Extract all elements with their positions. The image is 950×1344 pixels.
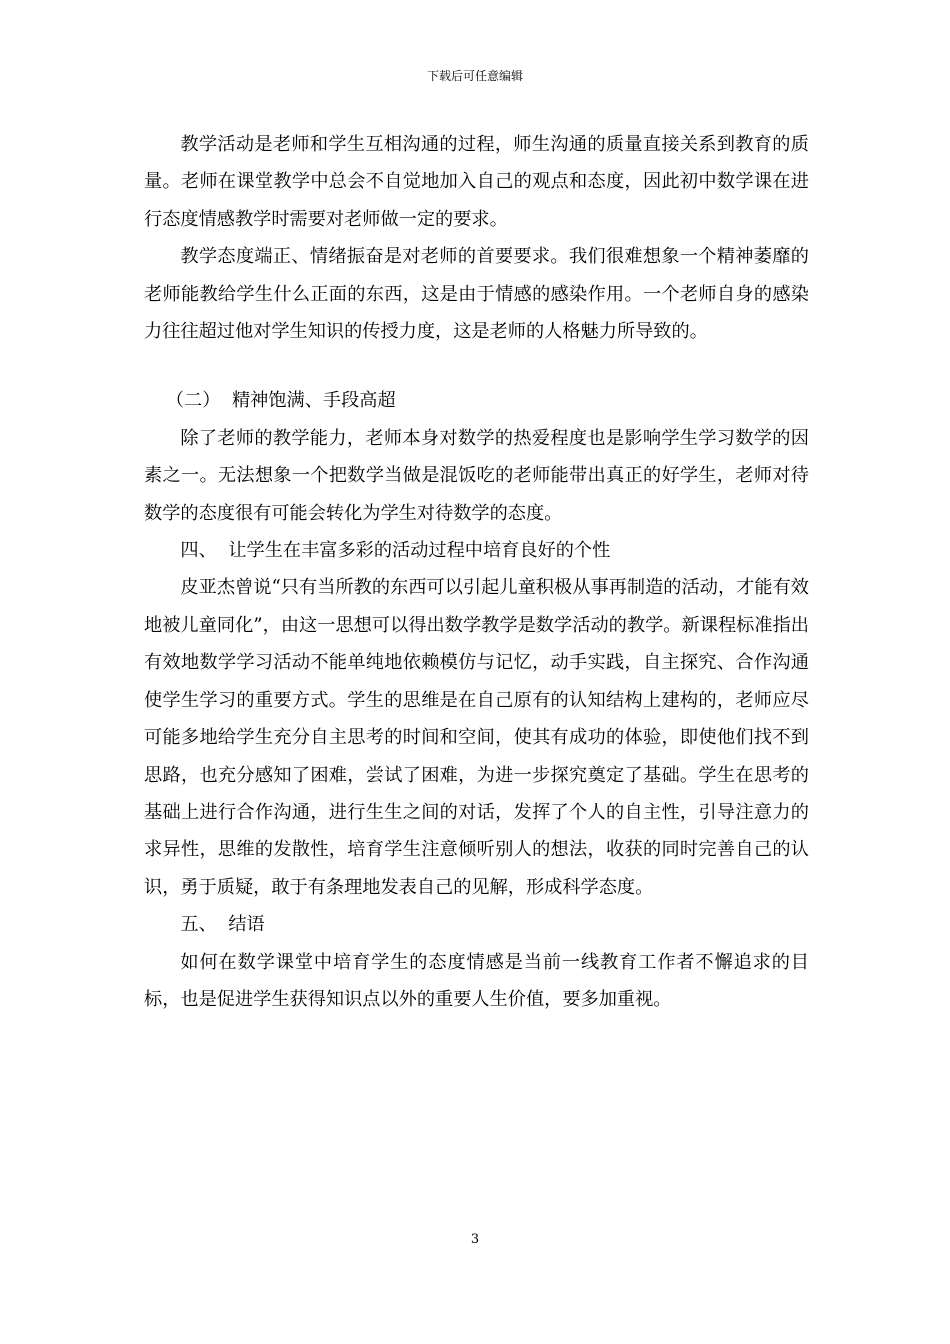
section-4-title: 让学生在丰富多彩的活动过程中培育良好的个性: [228, 540, 611, 562]
section-2-title: 精神饱满、手段高超: [231, 390, 396, 412]
section-5-title: 结语: [228, 914, 265, 936]
paragraph-gap: [144, 350, 809, 382]
paragraph-section-5: 如何在数学课堂中培育学生的态度情感是当前一线教育工作者不懈追求的目标，也是促进学生获得知识点以外的重要人生价值，要多加重视。: [144, 951, 809, 1010]
section-5-number: 五、: [180, 914, 217, 936]
page-number: 3: [470, 1232, 480, 1247]
paragraph-section-2: 除了老师的教学能力，老师本身对数学的热爱程度也是影响学生学习数学的因素之一。无法想象一个把数学当做是混饭吃的老师能带出真正的好学生，老师对待数学的态度很有可能会转化为学生对待数学的态度。: [144, 427, 809, 524]
paragraph-teacher-attitude: 教学态度端正、情绪振奋是对老师的首要要求。我们很难想象一个精神萎靡的老师能教给学生什么正面的东西，这是由于情感的感染作用。一个老师自身的感染力往往超过他对学生知识的传授力度，这是老师的人格魅力所导致的。: [144, 246, 809, 343]
section-2-number: （二）: [165, 390, 221, 412]
page-footer: [0, 1232, 950, 1248]
document-body: [144, 126, 809, 1018]
section-heading-2: [144, 382, 809, 419]
header-text: 下载后可任意编辑: [426, 69, 523, 83]
paragraph-teaching-communication: 教学活动是老师和学生互相沟通的过程，师生沟通的质量直接关系到教育的质量。老师在课堂教学中总会不自觉地加入自己的观点和态度，因此初中数学课在进行态度情感教学时需要对老师做一定的要求。: [144, 134, 809, 230]
section-4-number: 四、: [180, 540, 217, 562]
page-header: [0, 68, 950, 84]
section-heading-4: [144, 532, 809, 569]
section-heading-5: [144, 906, 809, 943]
paragraph-section-4: 皮亚杰曾说“只有当所教的东西可以引起儿童积极从事再制造的活动，才能有效地被儿童同化”，由这一思想可以得出数学教学是数学活动的教学。新课程标准指出有效地数学学习活动不能单纯地依赖模仿与记忆，动手实践，自主探究、合作沟通使学生学习的重要方式。学生的思维是在自己原有的认知结构上建构的，老师应尽可能多地给学生充分自主思考的时间和空间，使其有成功的体验，即使他们找不到思路，也充分感知了困难，尝试了困难，为进一步探究奠定了基础。学生在思考的基础上进行合作沟通，进行生生之间的对话，发挥了个人的自主性，引导注意力的求异性，思维的发散性，培育学生注意倾听别人的想法，收获的同时完善自己的认识，勇于质疑，敢于有条理地发表自己的见解，形成科学态度。: [144, 577, 809, 898]
